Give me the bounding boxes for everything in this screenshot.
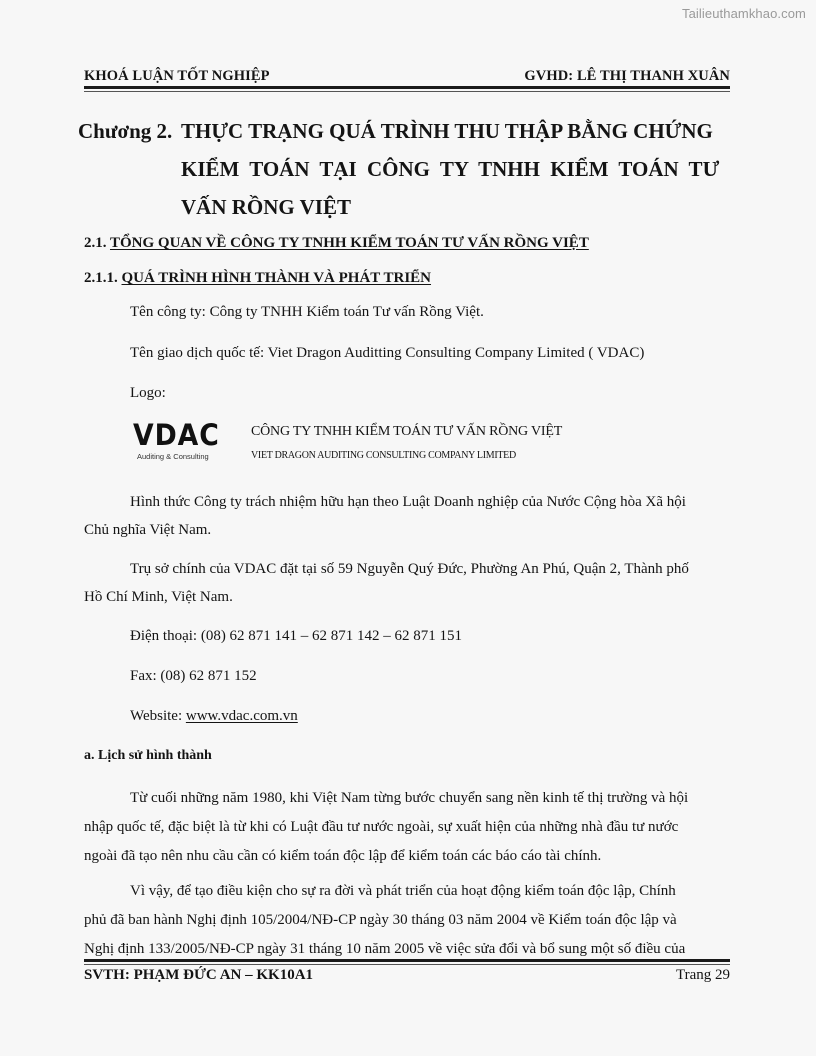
legal-form-line-1: Hình thức Công ty trách nhiệm hữu hạn theo Luật Doanh nghiệp của Nước Cộng hòa Xã hội	[130, 494, 686, 510]
header-advisor: GVHD: LÊ THỊ THANH XUÂN	[524, 68, 730, 84]
logo-wordmark: VDAC	[133, 418, 220, 452]
section-title: TỔNG QUAN VỀ CÔNG TY TNHH KIỂM TOÁN TƯ VẤN RỒNG VIỆT	[109, 235, 589, 251]
logo-company-names	[251, 424, 562, 461]
paragraph-history-1	[84, 784, 730, 871]
paragraph-line: phủ đã ban hành Nghị định 105/2004/NĐ-CP ngày 30 tháng 03 năm 2004 về Kiểm toán độc lập và	[84, 912, 677, 928]
paragraph-line: Từ cuối những năm 1980, khi Việt Nam từng bước chuyển sang nền kinh tế thị trường và hội	[130, 790, 689, 806]
page-number: Trang 29	[675, 967, 730, 983]
watermark: Tailieuthamkhao.com	[681, 6, 806, 21]
logo-tagline: Auditing & Consulting	[137, 452, 209, 461]
paragraph-line: Vì vậy, để tạo điều kiện cho sự ra đời và phát triển của hoạt động kiểm toán độc lập, Chính	[130, 883, 676, 899]
legal-form-line-2: Chủ nghĩa Việt Nam.	[84, 522, 212, 538]
chapter-title-line-3: VẤN RỒNG VIỆT	[181, 195, 351, 219]
header-thesis-title: KHOÁ LUẬN TỐT NGHIỆP	[84, 68, 270, 84]
footer-student: SVTH: PHẠM ĐỨC AN – KK10A1	[84, 967, 314, 983]
website-label: Website:	[130, 708, 186, 724]
fax-line: Fax: (08) 62 871 152	[130, 668, 257, 684]
website-line	[130, 706, 298, 726]
running-footer	[84, 967, 730, 984]
section-number: 2.1.1.	[84, 270, 118, 286]
chapter-label: Chương 2.	[78, 119, 173, 143]
company-logo	[133, 420, 562, 461]
footer-rule	[84, 959, 730, 962]
company-name-line: Tên công ty: Công ty TNHH Kiểm toán Tư vấn Rồng Việt.	[130, 304, 484, 320]
header-rule	[84, 86, 730, 89]
paragraph-line: Nghị định 133/2005/NĐ-CP ngày 31 tháng 10 năm 2005 về việc sửa đổi và bổ sung một số điều của	[84, 941, 686, 957]
section-title: QUÁ TRÌNH HÌNH THÀNH VÀ PHÁT TRIỂN	[121, 270, 432, 286]
phone-line: Điện thoại: (08) 62 871 141 – 62 871 142 – 62 871 151	[130, 628, 463, 644]
address-line-1: Trụ sở chính của VDAC đặt tại số 59 Nguyễn Quý Đức, Phường An Phú, Quận 2, Thành phố	[130, 561, 689, 577]
address-line-2: Hồ Chí Minh, Việt Nam.	[84, 589, 233, 605]
logo-name-vn: CÔNG TY TNHH KIỂM TOÁN TƯ VẤN RỒNG VIỆT	[251, 424, 563, 439]
section-number: 2.1.	[84, 235, 107, 251]
section-heading-2-1-1	[84, 270, 431, 287]
section-heading-2-1	[84, 235, 589, 252]
paragraph-line: nhập quốc tế, đặc biệt là từ khi có Luật đầu tư nước ngoài, sự xuất hiện của những nhà đầu tư nước	[84, 819, 679, 835]
intl-name-line: Tên giao dịch quốc tế: Viet Dragon Auditting Consulting Company Limited ( VDAC)	[130, 345, 645, 361]
running-header	[84, 68, 730, 85]
paragraph-line: ngoài đã tạo nên nhu cầu cần có kiểm toán độc lập để kiểm toán các báo cáo tài chính.	[84, 848, 602, 864]
logo-name-en: VIET DRAGON AUDITING CONSULTING COMPANY LIMITED	[251, 450, 516, 461]
chapter-title	[78, 112, 738, 226]
vdac-logo-mark	[133, 420, 228, 461]
subsection-heading-a: a. Lịch sử hình thành	[84, 748, 212, 763]
chapter-title-line-2: KIỂM TOÁN TẠI CÔNG TY TNHH KIỂM TOÁN TƯ	[181, 157, 720, 181]
paragraph-history-2	[84, 877, 730, 964]
chapter-title-line-1: THỰC TRẠNG QUÁ TRÌNH THU THẬP BẰNG CHỨNG	[181, 119, 713, 143]
logo-label: Logo:	[130, 385, 166, 401]
website-link[interactable]: www.vdac.com.vn	[185, 708, 298, 724]
